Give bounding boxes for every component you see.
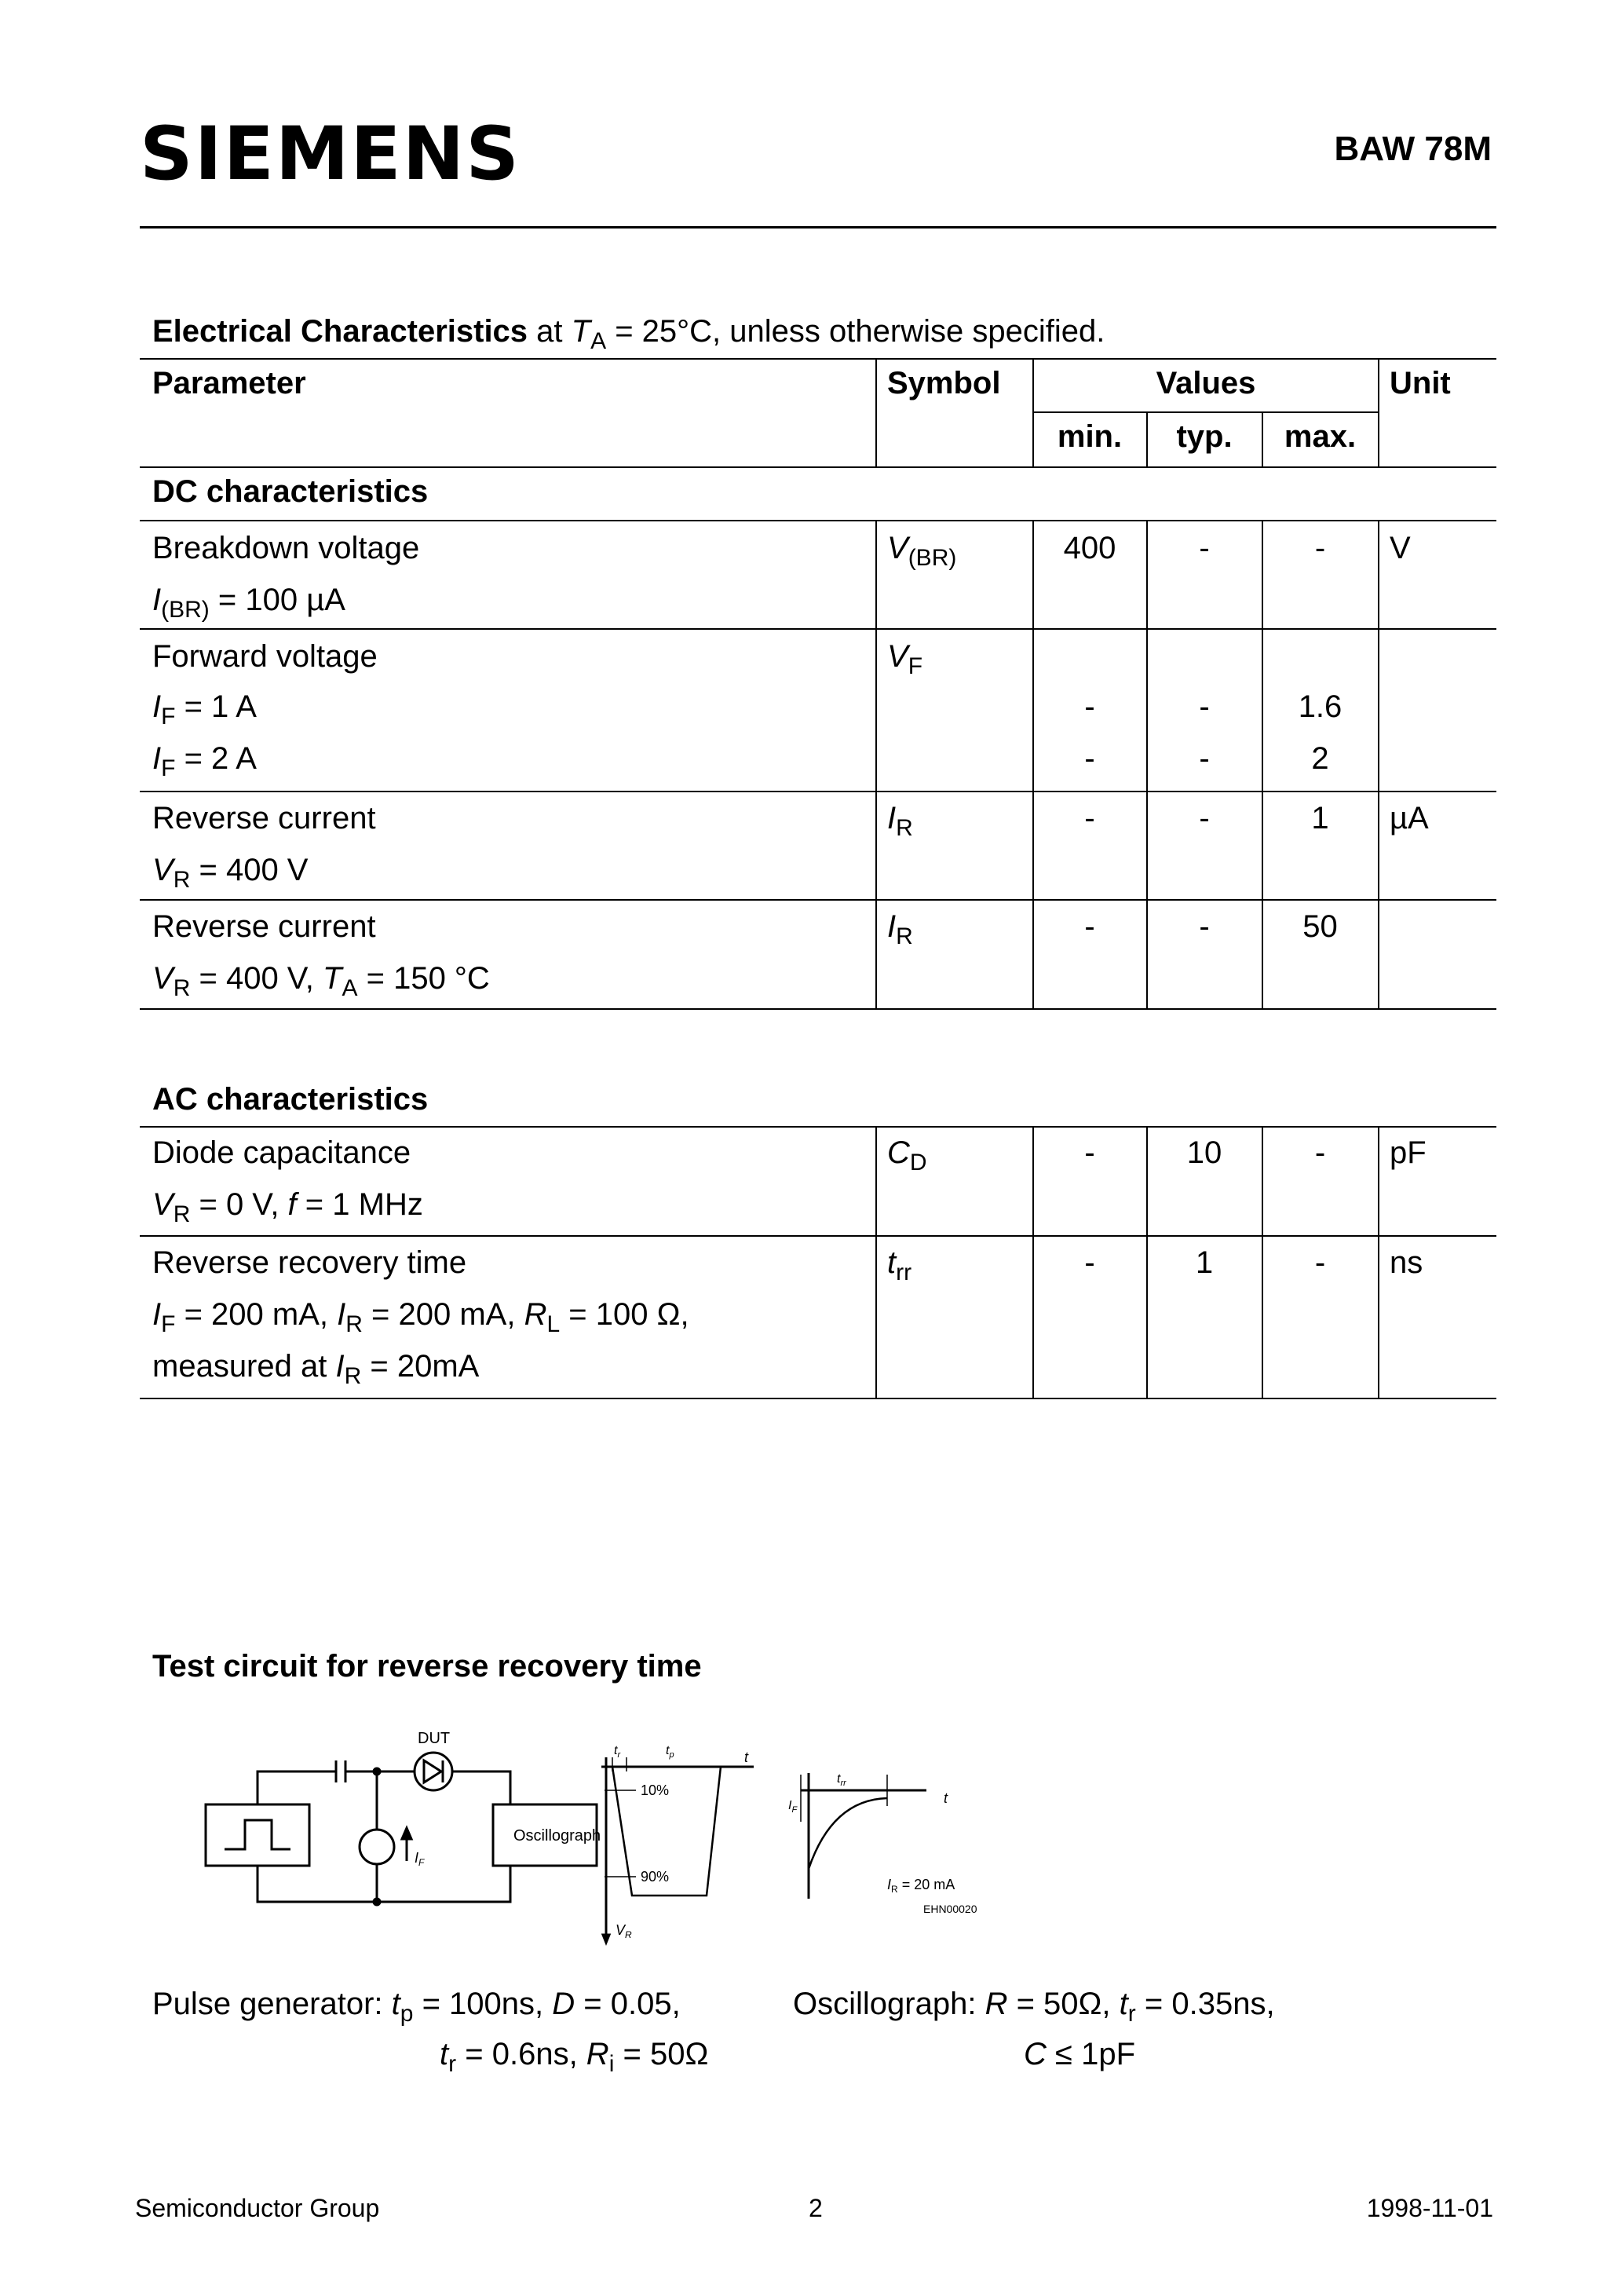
cond-mid: = 0 V,: [190, 1187, 288, 1222]
pulse-mid: = 100ns,: [413, 1987, 553, 2021]
symbol-sub: F: [908, 653, 923, 679]
ac-row-rule: [140, 1235, 1496, 1237]
title-rest: = 25°C, unless otherwise specified.: [606, 314, 1105, 349]
osc-rest: = 0.35ns,: [1135, 1987, 1275, 2021]
row-rule-2: [140, 791, 1496, 792]
reverse-current-1-condition: [152, 851, 309, 893]
header-unit: Unit: [1390, 366, 1451, 400]
tr-symbol: t: [614, 1744, 618, 1757]
reverse-current-1-symbol: [887, 799, 913, 841]
col-line-symbol-dc: [875, 520, 877, 1008]
ac-col-symbol: [875, 1126, 877, 1398]
forward-1-max: 1.6: [1298, 689, 1343, 724]
cond-symbol: I: [152, 583, 162, 617]
reverse-2-typ: -: [1199, 909, 1210, 944]
cond-c-rest: = 100 Ω,: [560, 1297, 689, 1332]
cond-symbol: I: [152, 741, 162, 776]
col-line-unit-dc: [1378, 520, 1379, 1008]
reverse-current-2-symbol: [887, 908, 913, 949]
recovery-max: -: [1314, 1245, 1326, 1280]
forward-condition-1: [152, 688, 257, 729]
forward-1-min: -: [1084, 689, 1095, 724]
header-max: max.: [1284, 419, 1357, 454]
recovery-label: Reverse recovery time: [152, 1245, 467, 1280]
title-bold: Electrical Characteristics: [152, 314, 528, 349]
pulse-r-sub: i: [608, 2051, 615, 2077]
ac-col-unit: [1378, 1126, 1379, 1398]
recovery-condition-2: [152, 1347, 480, 1389]
cond-f: f: [287, 1187, 297, 1222]
osc-pre: Oscillograph:: [793, 1987, 985, 2021]
capacitance-label: Diode capacitance: [152, 1135, 411, 1170]
osc-t: t: [1119, 1987, 1128, 2021]
t-label-recovery: t: [944, 1790, 948, 1806]
table-top-rule: [140, 358, 1496, 360]
header-typ: typ.: [1176, 419, 1233, 454]
tr-label: [614, 1744, 621, 1760]
t-label: t: [744, 1749, 749, 1765]
footer-left: Semiconductor Group: [135, 2194, 380, 2222]
dc-characteristics-heading: DC characteristics: [152, 474, 429, 509]
if-recovery-label: [788, 1799, 798, 1815]
dut-label: DUT: [418, 1730, 451, 1747]
symbol-sub: (BR): [908, 545, 957, 571]
recovery-unit: ns: [1390, 1245, 1423, 1280]
symbol-sub: R: [896, 923, 913, 949]
capacitance-condition: [152, 1186, 423, 1227]
symbol-main: I: [887, 909, 897, 944]
symbol-main: V: [887, 639, 908, 674]
recovery-min: -: [1084, 1245, 1095, 1280]
header-symbol: Symbol: [887, 366, 1001, 400]
dc-heading-rule: [140, 520, 1496, 521]
forward-2-typ: -: [1199, 741, 1210, 776]
tp-label: [666, 1744, 674, 1760]
reverse-current-2-label: Reverse current: [152, 909, 376, 944]
electrical-characteristics-title: [152, 313, 1105, 354]
symbol-main: t: [887, 1245, 897, 1280]
diode-triangle: [424, 1760, 441, 1782]
recovery-typ: 1: [1195, 1245, 1214, 1280]
pulse-generator-line-1: [152, 1985, 681, 2027]
cond-a: I: [152, 1297, 162, 1332]
junction-dot-bottom: [374, 1899, 380, 1905]
vr-sub: R: [625, 1929, 632, 1940]
osc-t-sub: r: [1127, 2001, 1136, 2027]
cond-b-sub: R: [345, 1311, 363, 1337]
pulse-tp: t: [391, 1987, 400, 2021]
vr-label: [616, 1922, 632, 1940]
symbol-sub: rr: [896, 1260, 912, 1285]
reverse-1-typ: -: [1199, 801, 1210, 835]
cond-symbol: V: [152, 853, 174, 887]
ir-label: [887, 1877, 955, 1895]
pulse-generator-line-2: [440, 2035, 709, 2077]
cond-rest: = 150 °C: [357, 961, 490, 996]
pulse-rest: = 0.05,: [575, 1987, 681, 2021]
osc-r: R: [985, 1987, 1008, 2021]
cond-c-sub: L: [546, 1311, 561, 1337]
forward-symbol: [887, 638, 923, 679]
pct10-label: 10%: [641, 1782, 670, 1798]
cond-symbol: I: [152, 689, 162, 724]
pulse-pre: Pulse generator:: [152, 1987, 392, 2021]
diode-circle: [415, 1753, 452, 1790]
recovery-condition-1: [152, 1296, 689, 1337]
cond-symbol: I: [335, 1349, 345, 1384]
reverse-2-max: 50: [1302, 909, 1338, 944]
oscillograph-label: Oscillograph: [513, 1827, 601, 1844]
cond-sub: F: [161, 704, 176, 729]
if-symbol: I: [788, 1799, 792, 1812]
cond-b: I: [337, 1297, 346, 1332]
header-divider: [140, 226, 1496, 229]
cond-sub: (BR): [161, 597, 210, 623]
cond-rest: = 20mA: [361, 1349, 480, 1384]
breakdown-condition: [152, 581, 345, 623]
pulse-tr-sub: r: [448, 2051, 457, 2077]
pulse-rest-2: = 50Ω: [614, 2037, 709, 2071]
if-arrow-head: [402, 1828, 411, 1839]
pulse-tp-sub: p: [400, 2001, 414, 2027]
row-rule-3: [140, 899, 1496, 901]
values-rule: [1033, 411, 1379, 413]
cond-a-rest: = 200 mA,: [175, 1297, 338, 1332]
cond-rest: = 2 A: [175, 741, 257, 776]
forward-condition-2: [152, 740, 257, 781]
forward-1-typ: -: [1199, 689, 1210, 724]
capacitance-unit: pF: [1390, 1135, 1427, 1170]
reverse-2-min: -: [1084, 909, 1095, 944]
pulse-mid-2: = 0.6ns,: [456, 2037, 586, 2071]
tp-symbol: t: [666, 1744, 670, 1757]
figure-code: EHN00020: [923, 1903, 977, 1915]
pulse-symbol: [225, 1820, 290, 1849]
trr-label: [837, 1772, 847, 1788]
cond-symbol: V: [152, 961, 174, 996]
if-symbol: I: [415, 1850, 419, 1866]
col-line-symbol-h: [875, 358, 877, 466]
title-ta-sub: A: [590, 328, 607, 354]
ir-sub: R: [891, 1884, 898, 1895]
dc-bottom-rule: [140, 1008, 1496, 1010]
reverse-1-unit: µA: [1390, 801, 1429, 835]
tr-sub: r: [617, 1750, 621, 1760]
row-rule-1: [140, 628, 1496, 630]
forward-2-min: -: [1084, 741, 1095, 776]
cond-mid: = 400 V,: [190, 961, 323, 996]
test-circuit-heading: Test circuit for reverse recovery time: [152, 1649, 702, 1684]
axis-arrow: [603, 1935, 609, 1943]
cond-sub: R: [344, 1363, 362, 1389]
vr-symbol: V: [616, 1922, 626, 1938]
symbol-main: V: [887, 531, 908, 565]
footer-page-number: 2: [809, 2194, 823, 2222]
breakdown-voltage-label: Breakdown voltage: [152, 531, 420, 565]
title-ta: T: [571, 314, 591, 349]
ir-symbol: I: [887, 1877, 892, 1892]
pulse-generator-box: [206, 1804, 309, 1866]
header-min: min.: [1057, 419, 1123, 454]
cond-sub-2: A: [342, 975, 358, 1001]
wire-bottom: [258, 1866, 510, 1902]
capacitance-symbol: [887, 1134, 927, 1175]
header-bottom-rule: [140, 466, 1496, 468]
pct90-label: 90%: [641, 1869, 670, 1885]
ac-characteristics-heading: AC characteristics: [152, 1082, 429, 1117]
symbol-sub: R: [896, 815, 913, 841]
header-parameter: Parameter: [152, 366, 306, 400]
osc-mid: = 50Ω,: [1007, 1987, 1120, 2021]
if-sub: F: [418, 1857, 425, 1868]
cond-sub: F: [161, 755, 176, 781]
symbol-main: C: [887, 1135, 910, 1170]
reverse-current-2-condition: [152, 960, 490, 1001]
symbol-sub: D: [909, 1150, 927, 1175]
forward-2-max: 2: [1311, 741, 1329, 776]
part-number: BAW 78M: [1334, 130, 1492, 168]
pulse-d: D: [552, 1987, 575, 2021]
cond-c: R: [524, 1297, 547, 1332]
cond-rest: = 100 µA: [209, 583, 345, 617]
current-source: [360, 1830, 394, 1864]
siemens-logo: SIEMENS: [140, 112, 521, 197]
test-circuit-diagram: [196, 1727, 997, 1947]
osc-rest-2: ≤ 1pF: [1046, 2037, 1135, 2071]
recovery-curve: [809, 1790, 887, 1869]
osc-c: C: [1024, 2037, 1047, 2071]
footer-date: 1998-11-01: [1366, 2194, 1493, 2222]
cond-sub: R: [173, 867, 191, 893]
cond-rest: = 1 MHz: [296, 1187, 423, 1222]
cond-pre: measured at: [152, 1349, 336, 1384]
oscillograph-line-2: [1024, 2035, 1135, 2073]
tp-sub: p: [669, 1750, 674, 1760]
cond-sub: R: [173, 1201, 191, 1227]
reverse-1-min: -: [1084, 801, 1095, 835]
cond-sub: R: [173, 975, 191, 1001]
symbol-main: I: [887, 801, 897, 835]
trr-sub: rr: [840, 1779, 846, 1788]
cond-symbol-2: T: [323, 961, 342, 996]
ac-bottom-rule: [140, 1398, 1496, 1399]
ac-top-rule: [140, 1126, 1496, 1128]
if-label: [415, 1850, 425, 1868]
reverse-1-max: 1: [1311, 801, 1329, 835]
pulse-tr: t: [440, 2037, 449, 2071]
cond-a-sub: F: [161, 1311, 176, 1337]
breakdown-min: 400: [1063, 531, 1116, 565]
breakdown-typ: -: [1199, 531, 1210, 565]
capacitance-min: -: [1084, 1135, 1095, 1170]
reverse-current-1-label: Reverse current: [152, 801, 376, 835]
ir-rest: = 20 mA: [897, 1877, 955, 1892]
wire-top-left: [258, 1771, 336, 1804]
wire-top-right: [452, 1771, 510, 1804]
breakdown-max: -: [1314, 531, 1326, 565]
breakdown-symbol: [887, 529, 957, 571]
oscillograph-line-1: [793, 1985, 1275, 2027]
title-at: at: [528, 314, 572, 349]
pulse-r: R: [586, 2037, 609, 2071]
breakdown-unit: V: [1390, 531, 1411, 565]
cond-b-rest: = 200 mA,: [362, 1297, 524, 1332]
capacitance-max: -: [1314, 1135, 1326, 1170]
cond-rest: = 1 A: [175, 689, 257, 724]
recovery-symbol: [887, 1244, 912, 1285]
cond-symbol: V: [152, 1187, 174, 1222]
header-values: Values: [1156, 366, 1256, 400]
capacitance-typ: 10: [1186, 1135, 1222, 1170]
cond-rest: = 400 V: [190, 853, 309, 887]
forward-voltage-label: Forward voltage: [152, 639, 378, 674]
trr-symbol: t: [837, 1772, 841, 1786]
if-sub: F: [791, 1805, 798, 1815]
